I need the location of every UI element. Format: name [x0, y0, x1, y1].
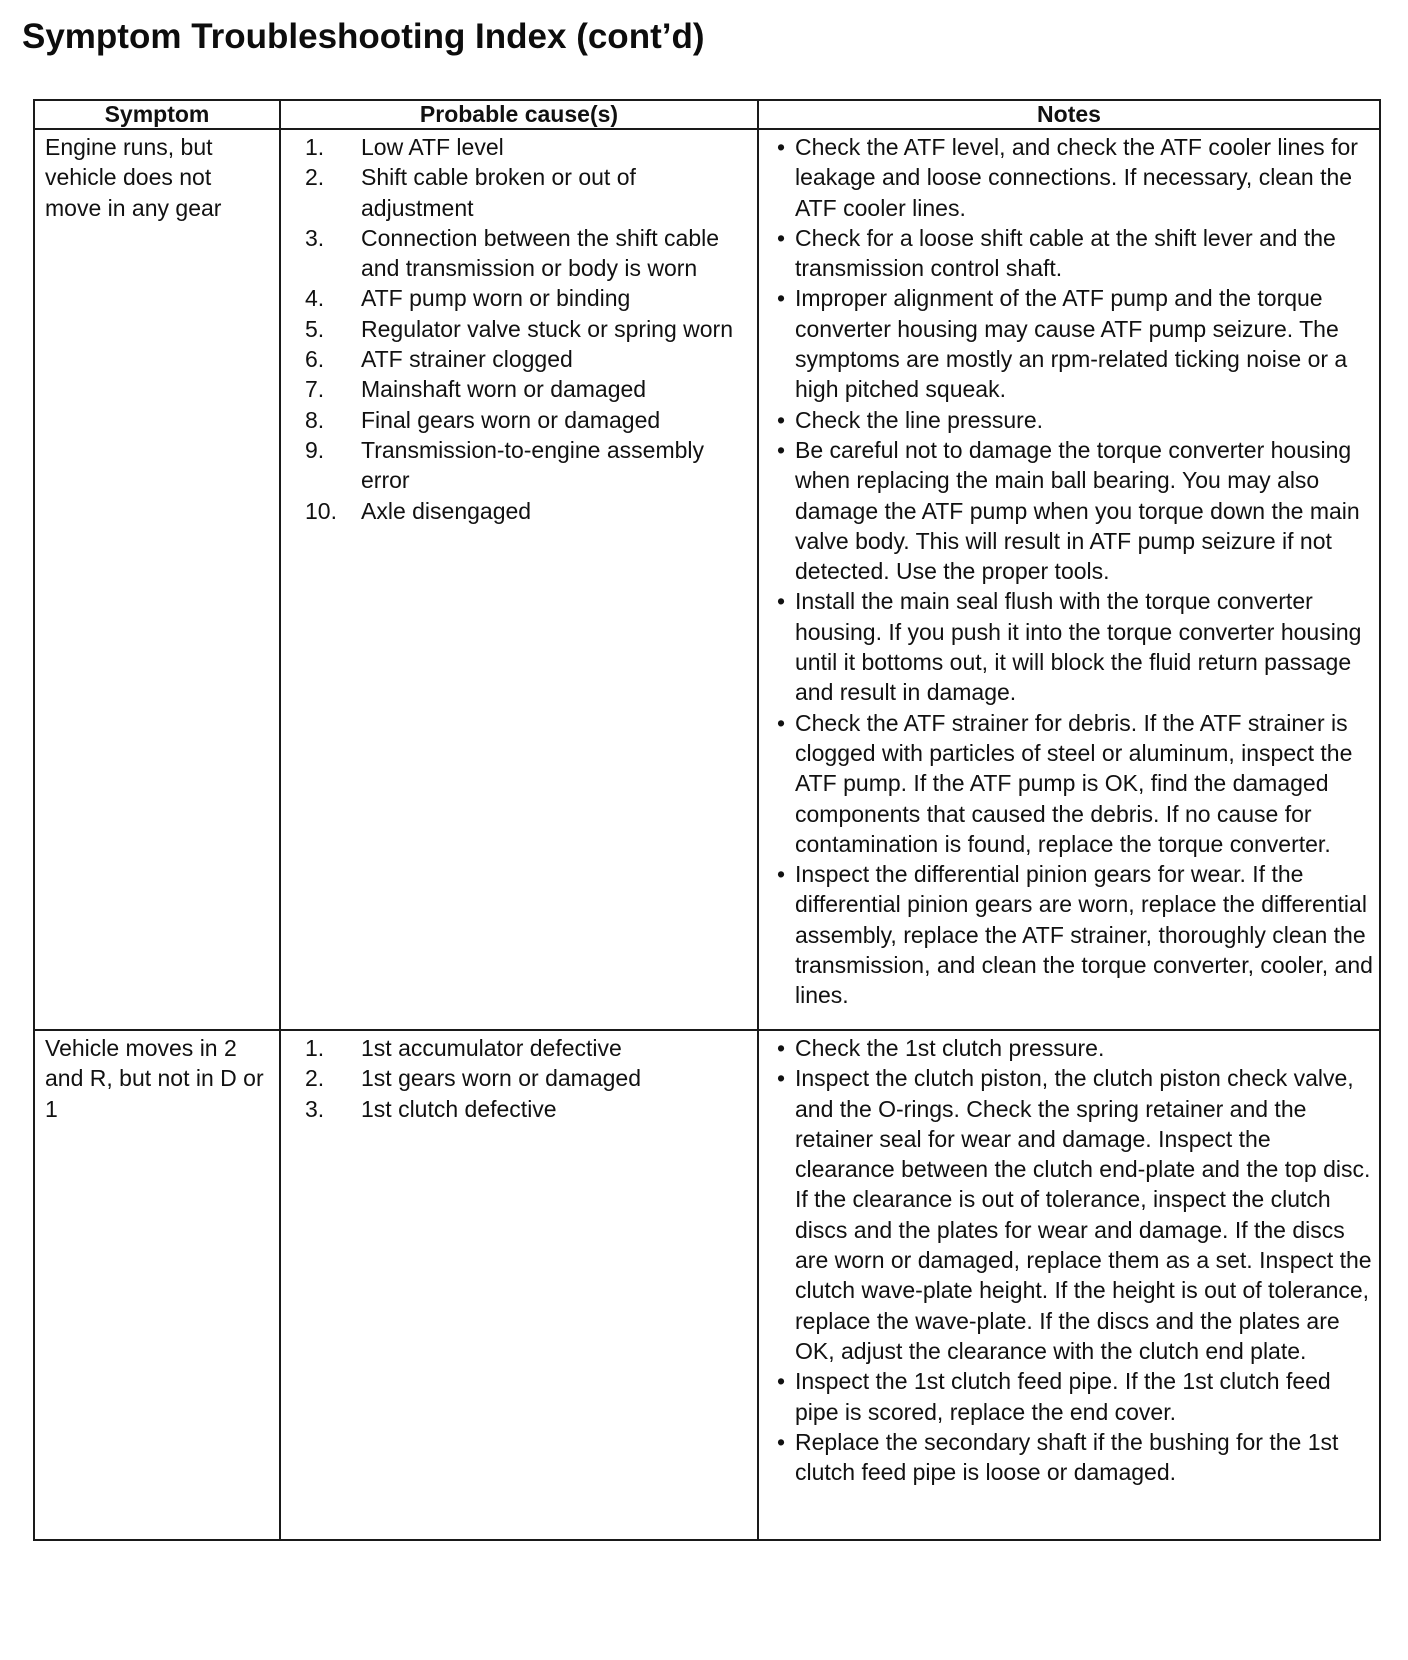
note-text: Check the line pressure. [795, 406, 1044, 433]
cause-item [305, 162, 749, 223]
note-item [767, 223, 1373, 284]
cause-text: Regulator valve stuck or spring worn [361, 315, 733, 342]
note-item [767, 283, 1373, 404]
cause-number: 3. [305, 1095, 325, 1122]
table-row [34, 1030, 1380, 1540]
bullet-icon: • [776, 588, 786, 615]
note-text: Inspect the 1st clutch feed pipe. If the 1st clutch feed pipe is scored, replace the end cover. [795, 1368, 1331, 1425]
cause-text: 1st clutch defective [361, 1095, 557, 1122]
note-item [767, 1366, 1373, 1427]
cause-text: ATF strainer clogged [361, 346, 573, 373]
cause-text: Transmission-to-engine assembly error [361, 436, 705, 494]
cause-item [305, 374, 749, 404]
cause-text: Low ATF level [361, 134, 504, 160]
cause-item [305, 314, 749, 344]
cause-number: 5. [305, 315, 325, 342]
note-item [767, 859, 1373, 1010]
bullet-icon: • [776, 1428, 786, 1455]
table-row [34, 129, 1380, 1030]
note-text: Check for a loose shift cable at the shift lever and the transmission control shaft. [795, 224, 1336, 282]
note-item [767, 708, 1373, 859]
cause-item [305, 435, 749, 496]
notes-cell [758, 129, 1380, 1030]
notes-cell [758, 1030, 1380, 1540]
note-text: Replace the secondary shaft if the bushing for the 1st clutch feed pipe is loose or damaged. [795, 1428, 1339, 1486]
cause-number: 9. [305, 436, 325, 463]
note-text: Install the main seal flush with the torque converter housing. If you push it into the torque converter housing until it bottoms out, it will block the fluid return passage and result in damage. [795, 588, 1362, 706]
note-item [767, 1427, 1373, 1488]
cause-number: 3. [305, 224, 325, 251]
bullet-icon: • [776, 436, 786, 463]
cause-item [305, 405, 749, 435]
cause-number: 1. [305, 1035, 325, 1061]
cause-number: 4. [305, 285, 325, 312]
cause-item [305, 496, 749, 526]
bullet-icon: • [776, 406, 786, 433]
bullet-icon: • [776, 285, 786, 312]
troubleshooting-table-container [33, 99, 1379, 1541]
note-item [767, 132, 1373, 223]
cause-number: 2. [305, 1065, 325, 1092]
note-text: Improper alignment of the ATF pump and the torque converter housing may cause ATF pump seizure. The symptoms are mostly an rpm-related ticking noise or a high pitched squeak. [795, 285, 1348, 403]
cause-item [305, 283, 749, 313]
cause-item [305, 132, 749, 162]
cause-text: Final gears worn or damaged [361, 406, 661, 433]
note-text: Check the ATF strainer for debris. If the ATF strainer is clogged with particles of steel or aluminum, inspect the ATF pump. If the ATF pump is OK, find the damaged components that caused the debris. If no cause for contamination is found, replace the torque converter. [795, 709, 1353, 857]
note-list [767, 132, 1373, 1011]
note-text: Check the ATF level, and check the ATF cooler lines for leakage and loose connections. If necessary, clean the ATF cooler lines. [795, 134, 1358, 221]
cause-text: Axle disengaged [361, 497, 532, 524]
troubleshooting-table [33, 99, 1381, 1541]
causes-cell [280, 1030, 758, 1540]
note-item [767, 405, 1373, 435]
cause-number: 2. [305, 164, 325, 191]
cause-text: 1st gears worn or damaged [361, 1065, 641, 1092]
cause-item [305, 223, 749, 284]
bullet-icon: • [776, 861, 786, 888]
header-probable-causes: Probable cause(s) [280, 100, 758, 129]
cause-list [305, 1033, 749, 1124]
cause-text: Connection between the shift cable and transmission or body is worn [361, 224, 720, 282]
header-notes: Notes [758, 100, 1380, 129]
note-item [767, 586, 1373, 707]
cause-item [305, 1094, 749, 1124]
cause-list [305, 132, 749, 526]
cause-text: ATF pump worn or binding [361, 285, 631, 312]
bullet-icon: • [776, 134, 786, 160]
cause-text: Shift cable broken or out of adjustment [361, 164, 636, 221]
note-text: Check the 1st clutch pressure. [795, 1035, 1105, 1061]
bullet-icon: • [776, 224, 786, 251]
bullet-icon: • [776, 709, 786, 736]
note-item [767, 435, 1373, 586]
page-title: Symptom Troubleshooting Index (cont’d) [22, 17, 705, 56]
cause-item [305, 344, 749, 374]
cause-text: 1st accumulator defective [361, 1035, 622, 1061]
causes-cell [280, 129, 758, 1030]
bullet-icon: • [776, 1368, 786, 1395]
cause-number: 6. [305, 346, 325, 373]
note-text: Inspect the differential pinion gears for wear. If the differential pinion gears are worn, replace the differential assembly, replace the ATF strainer, thoroughly clean the transmission, and clean the torque converter, cooler, and lines. [795, 861, 1373, 1009]
table-header-row [34, 100, 1380, 129]
header-symptom: Symptom [34, 100, 280, 129]
cause-number: 10. [305, 497, 337, 524]
note-text: Be careful not to damage the torque converter housing when replacing the main ball bearing. You may also damage the ATF pump when you torque down the main valve body. This will result in ATF pump seizure if not detected. Use the proper tools. [795, 436, 1360, 585]
cause-text: Mainshaft worn or damaged [361, 376, 647, 403]
symptom-cell: Vehicle moves in 2 and R, but not in D or 1 [34, 1030, 280, 1540]
note-list [767, 1033, 1373, 1487]
cause-item [305, 1063, 749, 1093]
note-item [767, 1033, 1373, 1063]
note-text: Inspect the clutch piston, the clutch piston check valve, and the O-rings. Check the spring retainer and the retainer seal for wear and damage. Inspect the clearance between the clutch end-plate and the top disc. If the clearance is out of tolerance, inspect the clutch discs and the plates for wear and damage. If the discs are worn or damaged, replace them as a set. Inspect the clutch wave-plate height. If the height is out of tolerance, replace the wave-plate. If the discs and the plates are OK, adjust the clearance with the clutch end plate. [795, 1065, 1372, 1364]
cause-item [305, 1033, 749, 1063]
bullet-icon: • [776, 1065, 786, 1092]
cause-number: 8. [305, 406, 325, 433]
cause-number: 7. [305, 376, 325, 403]
note-item [767, 1063, 1373, 1366]
bullet-icon: • [776, 1035, 786, 1061]
symptom-cell: Engine runs, but vehicle does not move in any gear [34, 129, 280, 1030]
cause-number: 1. [305, 134, 325, 160]
